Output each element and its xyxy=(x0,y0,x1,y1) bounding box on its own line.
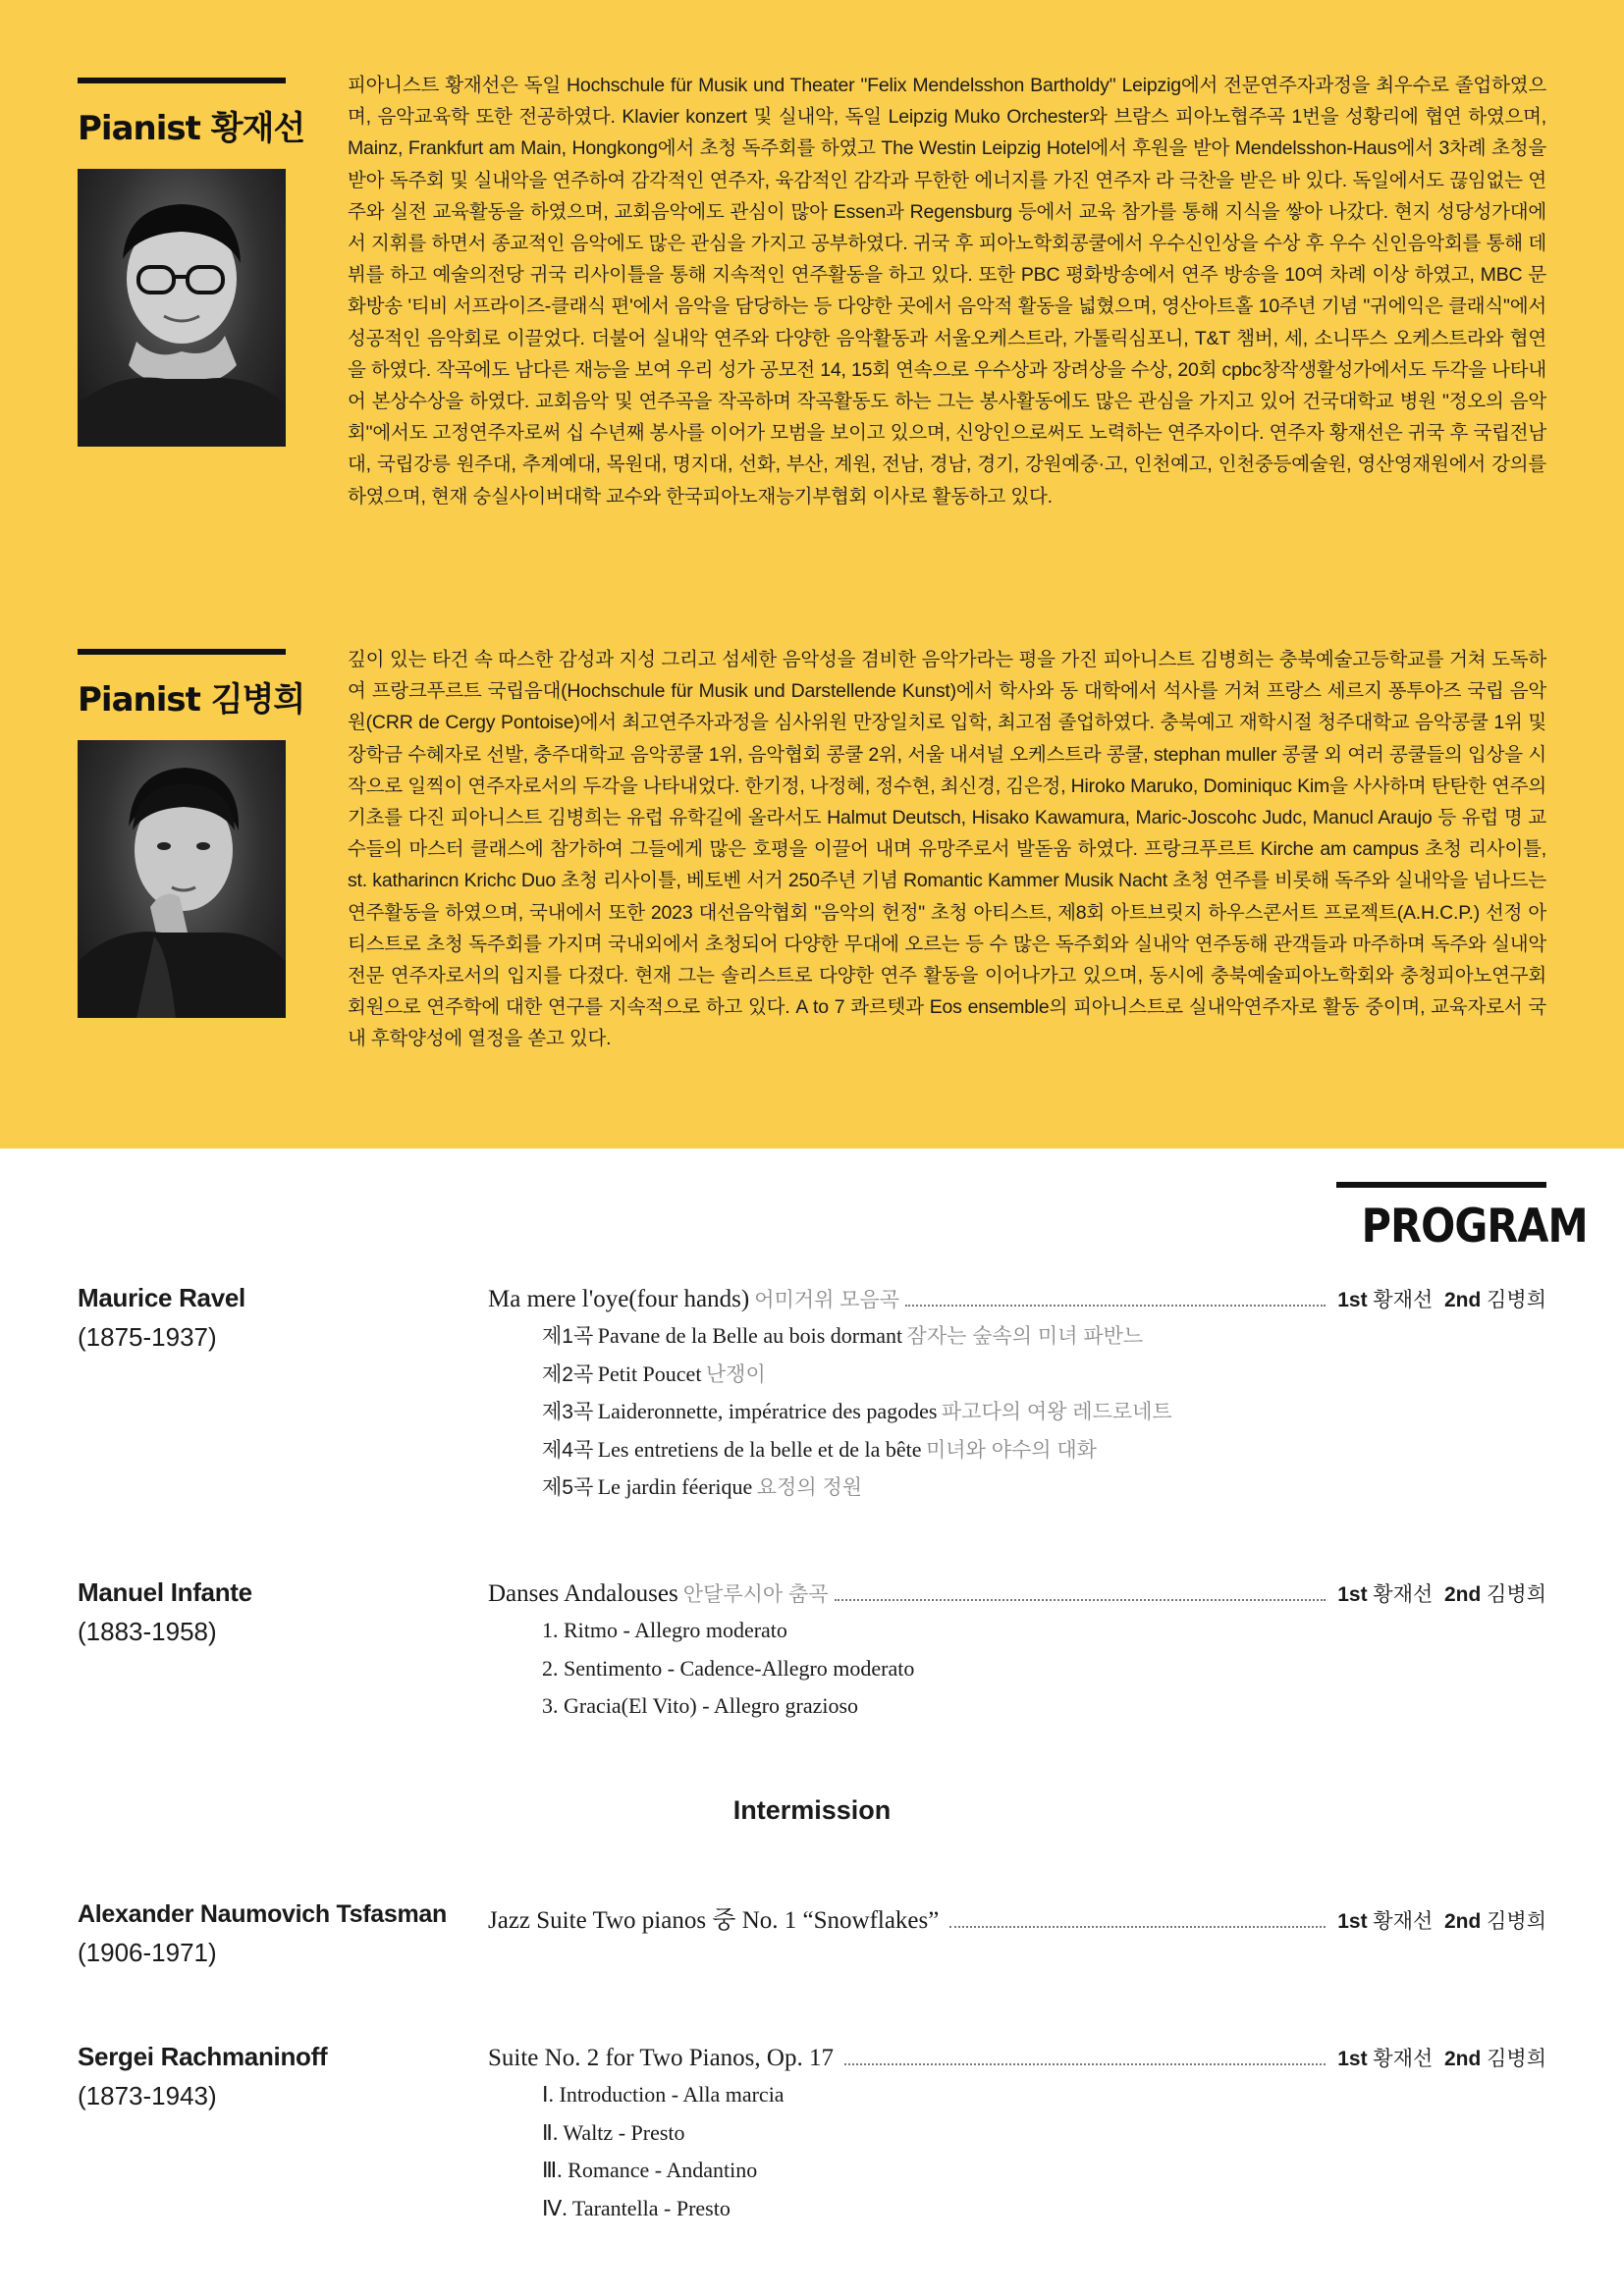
performers: 1st 황재선 2nd 김병희 xyxy=(1337,2048,1546,2070)
work-title: Jazz Suite Two pianos 중 No. 1 “Snowflakes” xyxy=(488,1907,940,1934)
work-heading xyxy=(488,2043,1546,2074)
composer-years: (1873-1943) xyxy=(78,2081,217,2110)
portrait-photo-hand-chin-icon xyxy=(78,740,286,1018)
work-title: Ma mere l'oye(four hands) xyxy=(488,1286,750,1312)
pianist-bio-2: 깊이 있는 타건 속 따스한 감성과 지성 그리고 섬세한 음악성을 겸비한 음악가라는 평을 가진 피아니스트 김병희는 충북예술고등학교를 거쳐 도독하여 프랑크푸르트 국립음대(Hochschule für Musik und Darstellende Kunst)에서 학사와 동 대학에서 석사를 거쳐 프랑스 세르지 퐁투아즈 국립 음악원(CRR de Cergy Pontoise)에서 최고연주자과정을 심사위원 만장일치로 입학, 최고점 졸업하였다. 충북예고 재학시절 청주대학교 음악콩쿨 1위 및 장학금 수혜자로 선발, 충주대학교 음악콩쿨 1위, 음악협회 콩쿨 2위, 서울 내셔널 오케스트라 콩쿨, stephan muller 콩쿨 외 여러 콩쿨들의 입상을 시작으로 일찍이 연주자로서의 두각을 나타내었다. 한기정, 나정혜, 정수현, 최신경, 김은정, Hiroko Maruko, Dominiquc Kim을 사사하며 탄탄한 연주의 기초를 다진 피아니스트 김병희는 유럽 유학길에 올라서도 Halmut Deutsch, Hisako Kawamura, Maric-Joscohc Judc, Manucl Araujo 등 유럽 명 교수들의 마스터 클래스에 참가하여 그들에게 많은 호평을 이끌어 내며 유망주로서 발돋움 하였다. 프랑크푸르트 Kirche am campus 초청 리사이틀, st. katharincn Krichc Duo 초청 리사이틀, 베토벤 서거 250주년 기념 Romantic Kammer Musik Nacht 초청 연주를 비롯해 독주와 실내악을 넘나드는 연주활동을 하였으며, 국내에서 또한 2023 대선음악협회 "음악의 헌정" 초청 아티스트, 제8회 아트브릿지 하우스콘서트 프로젝트(A.H.C.P.) 선정 아티스트로 초청 독주회를 가지며 국내외에서 초청되어 다양한 무대에 오르는 등 수 많은 독주회와 실내악 연주동해 관객들과 마주하며 독주와 실내악 전문 연주자로서의 입지를 다졌다. 현재 그는 솔리스트로 다양한 연주 활동을 이어나가고 있으며, 동시에 충북예술피아노학회와 충청피아노연구회 회원으로 연주학에 대한 연구를 지속적으로 하고 있다. A to 7 콰르텟과 Eos ensemble의 피아니스트로 실내악연주자로 활동 중이며, 교육자로서 국내 후학양성에 열정을 쏟고 있다. xyxy=(348,649,1546,1050)
movement-item: Ⅰ. Introduction - Alla marcia xyxy=(542,2082,785,2107)
pianist-profile-1 xyxy=(78,78,304,447)
pianist-name: Pianist 김병희 xyxy=(78,680,305,720)
movement-item: 제5곡 Le jardin féerique 요정의 정원 xyxy=(542,1474,863,1499)
work-title: Suite No. 2 for Two Pianos, Op. 17 xyxy=(488,2045,834,2071)
work-heading xyxy=(488,1900,1546,1932)
composer-name: Sergei Rachmaninoff xyxy=(78,2042,328,2071)
movement-item: 2. Sentimento - Cadence-Allegro moderato xyxy=(542,1655,915,1681)
heading-rule xyxy=(78,78,286,83)
dotted-leader xyxy=(844,2063,1326,2065)
dotted-leader xyxy=(835,1599,1326,1601)
movement-item: Ⅳ. Tarantella - Presto xyxy=(542,2195,731,2220)
performers: 1st 황재선 2nd 김병희 xyxy=(1337,1910,1546,1933)
composer-name: Alexander Naumovich Tsfasman xyxy=(78,1900,447,1928)
heading-rule xyxy=(78,649,286,655)
work-title-korean: 어미거위 모음곡 xyxy=(754,1289,900,1311)
portrait-photo-glasses-icon xyxy=(78,169,286,447)
movement-item: 제2곡 Petit Poucet 난쟁이 xyxy=(542,1361,766,1386)
work-heading xyxy=(488,1578,1546,1610)
composer-years: (1906-1971) xyxy=(78,1938,217,1967)
movement-item: 제1곡 Pavane de la Belle au bois dormant 잠자는 숲속의 미녀 파반느 xyxy=(542,1323,1144,1348)
composer-block xyxy=(78,1900,447,1968)
work-block xyxy=(488,1578,1546,1726)
movement-item: 제4곡 Les entretiens de la belle et de la bête 미녀와 야수의 대화 xyxy=(542,1436,1097,1462)
composer-years: (1883-1958) xyxy=(78,1617,217,1646)
pianist-name: Pianist 황재선 xyxy=(78,109,305,148)
work-block xyxy=(488,1900,1546,1932)
dotted-leader xyxy=(949,1926,1326,1928)
work-heading xyxy=(488,1284,1546,1315)
program-title: PROGRAM xyxy=(1361,1200,1588,1254)
movement-item: 1. Ritmo - Allegro moderato xyxy=(542,1618,787,1642)
performers: 1st 황재선 2nd 김병희 xyxy=(1337,1583,1546,1606)
pianist-profile-2 xyxy=(78,649,304,1018)
dotted-leader xyxy=(905,1305,1326,1307)
program-header xyxy=(1336,1182,1588,1254)
intermission-label: Intermission xyxy=(732,1795,892,1825)
composer-block xyxy=(78,1577,252,1647)
heading-rule xyxy=(1336,1182,1546,1188)
work-block xyxy=(488,2043,1546,2227)
composer-name: Manuel Infante xyxy=(78,1577,252,1607)
work-title: Danses Andalouses xyxy=(488,1580,678,1607)
composer-name: Maurice Ravel xyxy=(78,1283,245,1312)
movement-item: Ⅱ. Waltz - Presto xyxy=(542,2119,685,2145)
pianist-bio-1: 피아니스트 황재선은 독일 Hochschule für Musik und Theater "Felix Mendelsshon Bartholdy" Leipzig에서 전문연주자과정을 최우수로 졸업하였으며, 음악교육학 또한 전공하였다. Klavier konzert 및 실내악, 독일 Leipzig Muko Orchester와 브람스 피아노협주곡 1번을 성황리에 협연 하였으며, Mainz, Frankfurt am Main, Hongkong에서 초청 독주회를 하였고 The Westin Leipzig Hotel에서 후원을 받아 Mendelsshon-Haus에서 3차례 초청을 받아 독주회 및 실내악을 연주하여 감각적인 연주자, 육감적인 감각과 무한한 에너지를 가진 연주자 라 극찬을 받은 바 있다. 독일에서도 끊임없는 연주와 실전 교육활동을 하였으며, 교회음악에도 관심이 많아 Essen과 Regensburg 등에서 교육 참가를 통해 지식을 쌓아 나갔다. 현지 성당성가대에서 지휘를 하면서 종교적인 음악에도 많은 관심을 가지고 공부하였다. 귀국 후 피아노학회콩쿨에서 우수신인상을 수상 후 우수 신인음악회를 통해 데뷔를 하고 예술의전당 귀국 리사이틀을 통해 지속적인 연주활동을 하고 있다. 또한 PBC 평화방송에서 연주 방송을 10여 차례 이상 하였고, MBC 문화방송 '티비 서프라이즈-클래식 편'에서 음악을 담당하는 등 다양한 곳에서 음악적 활동을 넓혔으며, 영산아트홀 10주년 기념 "귀에익은 클래식"에서 성공적인 음악회로 이끌었다. 더불어 실내악 연주와 다양한 음악활동과 서울오케스트라, 가톨릭심포니, T&T 챔버, 세, 소니뚜스 오케스트라와 협연을 하였다. 작곡에도 남다른 재능을 보여 우리 성가 공모전 14, 15회 연속으로 우수상과 장려상을 수상, 20회 cpbc창작생활성가에서도 두각을 나타내어 본상수상을 하였다. 교회음악 및 연주곡을 작곡하며 작곡활동도 하는 그는 봉사활동에도 많은 관심을 가지고 있어 건국대학교 병원 "정오의 음악회"에서도 고정연주자로써 십 수년째 봉사를 이어가 모범을 보이고 있으며, 신앙인으로써도 노력하는 연주자이다. 연주자 황재선은 귀국 후 국립전남대, 국립강릉 원주대, 추계예대, 목원대, 명지대, 선화, 부산, 계원, 전남, 경남, 경기, 강원예중·고, 인천예고, 인천중등예술원, 영산영재원에서 강의를 하였으며, 현재 숭실사이버대학 교수와 한국피아노재능기부협회 이사로 활동하고 있다. xyxy=(348,75,1546,507)
composer-block xyxy=(78,2042,327,2111)
composer-years: (1875-1937) xyxy=(78,1322,217,1352)
work-block xyxy=(488,1284,1546,1507)
performers: 1st 황재선 2nd 김병희 xyxy=(1337,1289,1546,1311)
movement-item: Ⅲ. Romance - Andantino xyxy=(542,2158,758,2182)
movement-item: 제3곡 Laideronnette, impératrice des pagodes 파고다의 여왕 레드로네트 xyxy=(542,1399,1172,1423)
composer-block xyxy=(78,1283,245,1353)
movement-item: 3. Gracia(El Vito) - Allegro grazioso xyxy=(542,1693,859,1718)
work-title-korean: 안달루시아 춤곡 xyxy=(682,1583,829,1606)
